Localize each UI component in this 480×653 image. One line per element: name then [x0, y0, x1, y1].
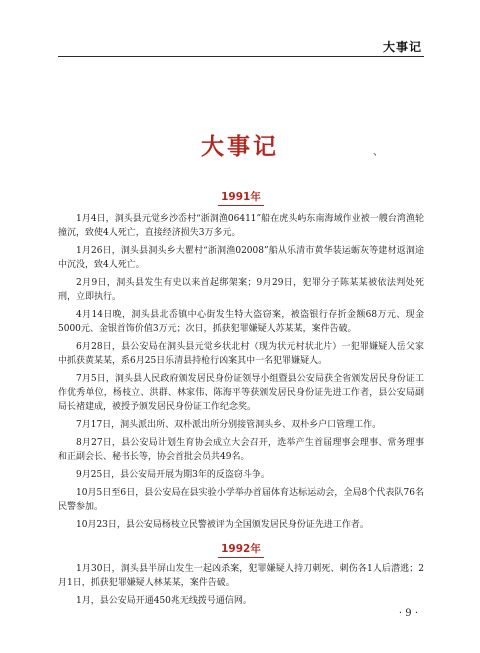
page-title: 大事记	[201, 133, 279, 160]
chronicle-entry: 4月14日晚，洞头县北岙镇中心街发生特大盗窃案，被盗银行存折金额68万元、现金5000元、金银首饰价值3万元；次日，抓获犯罪嫌疑人苏某某，案件告破。	[58, 310, 424, 334]
running-header: 大事记	[382, 40, 422, 54]
chronicle-entry: 1月26日，洞头县洞头乡大瞿村“浙洞渔02008”船从乐清市黄华装运蛎灰等建材返洞途中沉没，致4人死亡。	[58, 246, 424, 270]
chronicle-entry: 7月5日，洞头县人民政府颁发居民身份证领导小组暨县公安局获全省颁发居民身份证工作优秀单位，杨枝立、洪群、林家伟、陈海平等获颁发居民身份证先进工作者，县公安局副局长褚建成，被授予颁发居民身份证工作纪念奖。	[58, 374, 424, 412]
chronicle-entry: 6月28日，县公安局在洞头县元觉乡状北村（现为状元村状北片）一犯罪嫌疑人岳父家中抓获黄某某，系6月25日乐清县持枪行凶案其中一名犯罪嫌疑人。	[58, 342, 424, 366]
year-label: 1991年	[221, 191, 261, 203]
chronicle-entry: 1月，县公安局开通450兆无线拨号通信网。	[76, 596, 252, 606]
chronicle-entry: 8月27日，县公安局计划生育协会成立大会召开，选举产生首届理事会理事、常务理事和正副会长、秘书长等，协会首批会员共49名。	[58, 438, 424, 462]
year-label: 1992年	[221, 543, 261, 555]
chronicle-entry: 1月4日，洞头县元觉乡沙岙村“浙洞渔06411”船在虎头屿东南海域作业被一艘台湾渔轮撞沉，致使4人死亡，直接经济损失3万多元。	[58, 214, 424, 238]
stray-mark: 、	[373, 147, 383, 158]
year-underline	[218, 205, 264, 206]
chronicle-entry: 2月9日，洞头县发生有史以来首起绑架案；9月29日，犯罪分子陈某某被依法判处死刑，立即执行。	[58, 278, 424, 302]
chronicle-entry: 9月25日，县公安局开展为期3年的反盗窃斗争。	[76, 470, 270, 480]
chronicle-entry: 7月17日，洞头派出所、双朴派出所分别接管洞头乡、双朴乡户口管理工作。	[76, 420, 382, 430]
year-heading-1991	[58, 190, 424, 206]
page-number: · 9 ·	[398, 608, 418, 619]
chronicle-content	[58, 190, 424, 612]
year-underline	[218, 557, 264, 558]
chronicle-entry: 1月30日，洞头县半屏山发生一起凶杀案，犯罪嫌疑人持刀刺死、刺伤各1人后潜逃；2月1日，抓获犯罪嫌疑人林某某，案件告破。	[58, 564, 424, 588]
chronicle-entry: 10月23日，县公安局杨枝立民警被评为全国颁发居民身份证先进工作者。	[76, 520, 369, 530]
year-heading-1992	[58, 542, 424, 558]
chronicle-entry: 10月5日至6日，县公安局在县实验小学举办首届体育达标运动会，全局8个代表队76名民警参加。	[58, 488, 424, 512]
header-divider	[58, 56, 424, 57]
